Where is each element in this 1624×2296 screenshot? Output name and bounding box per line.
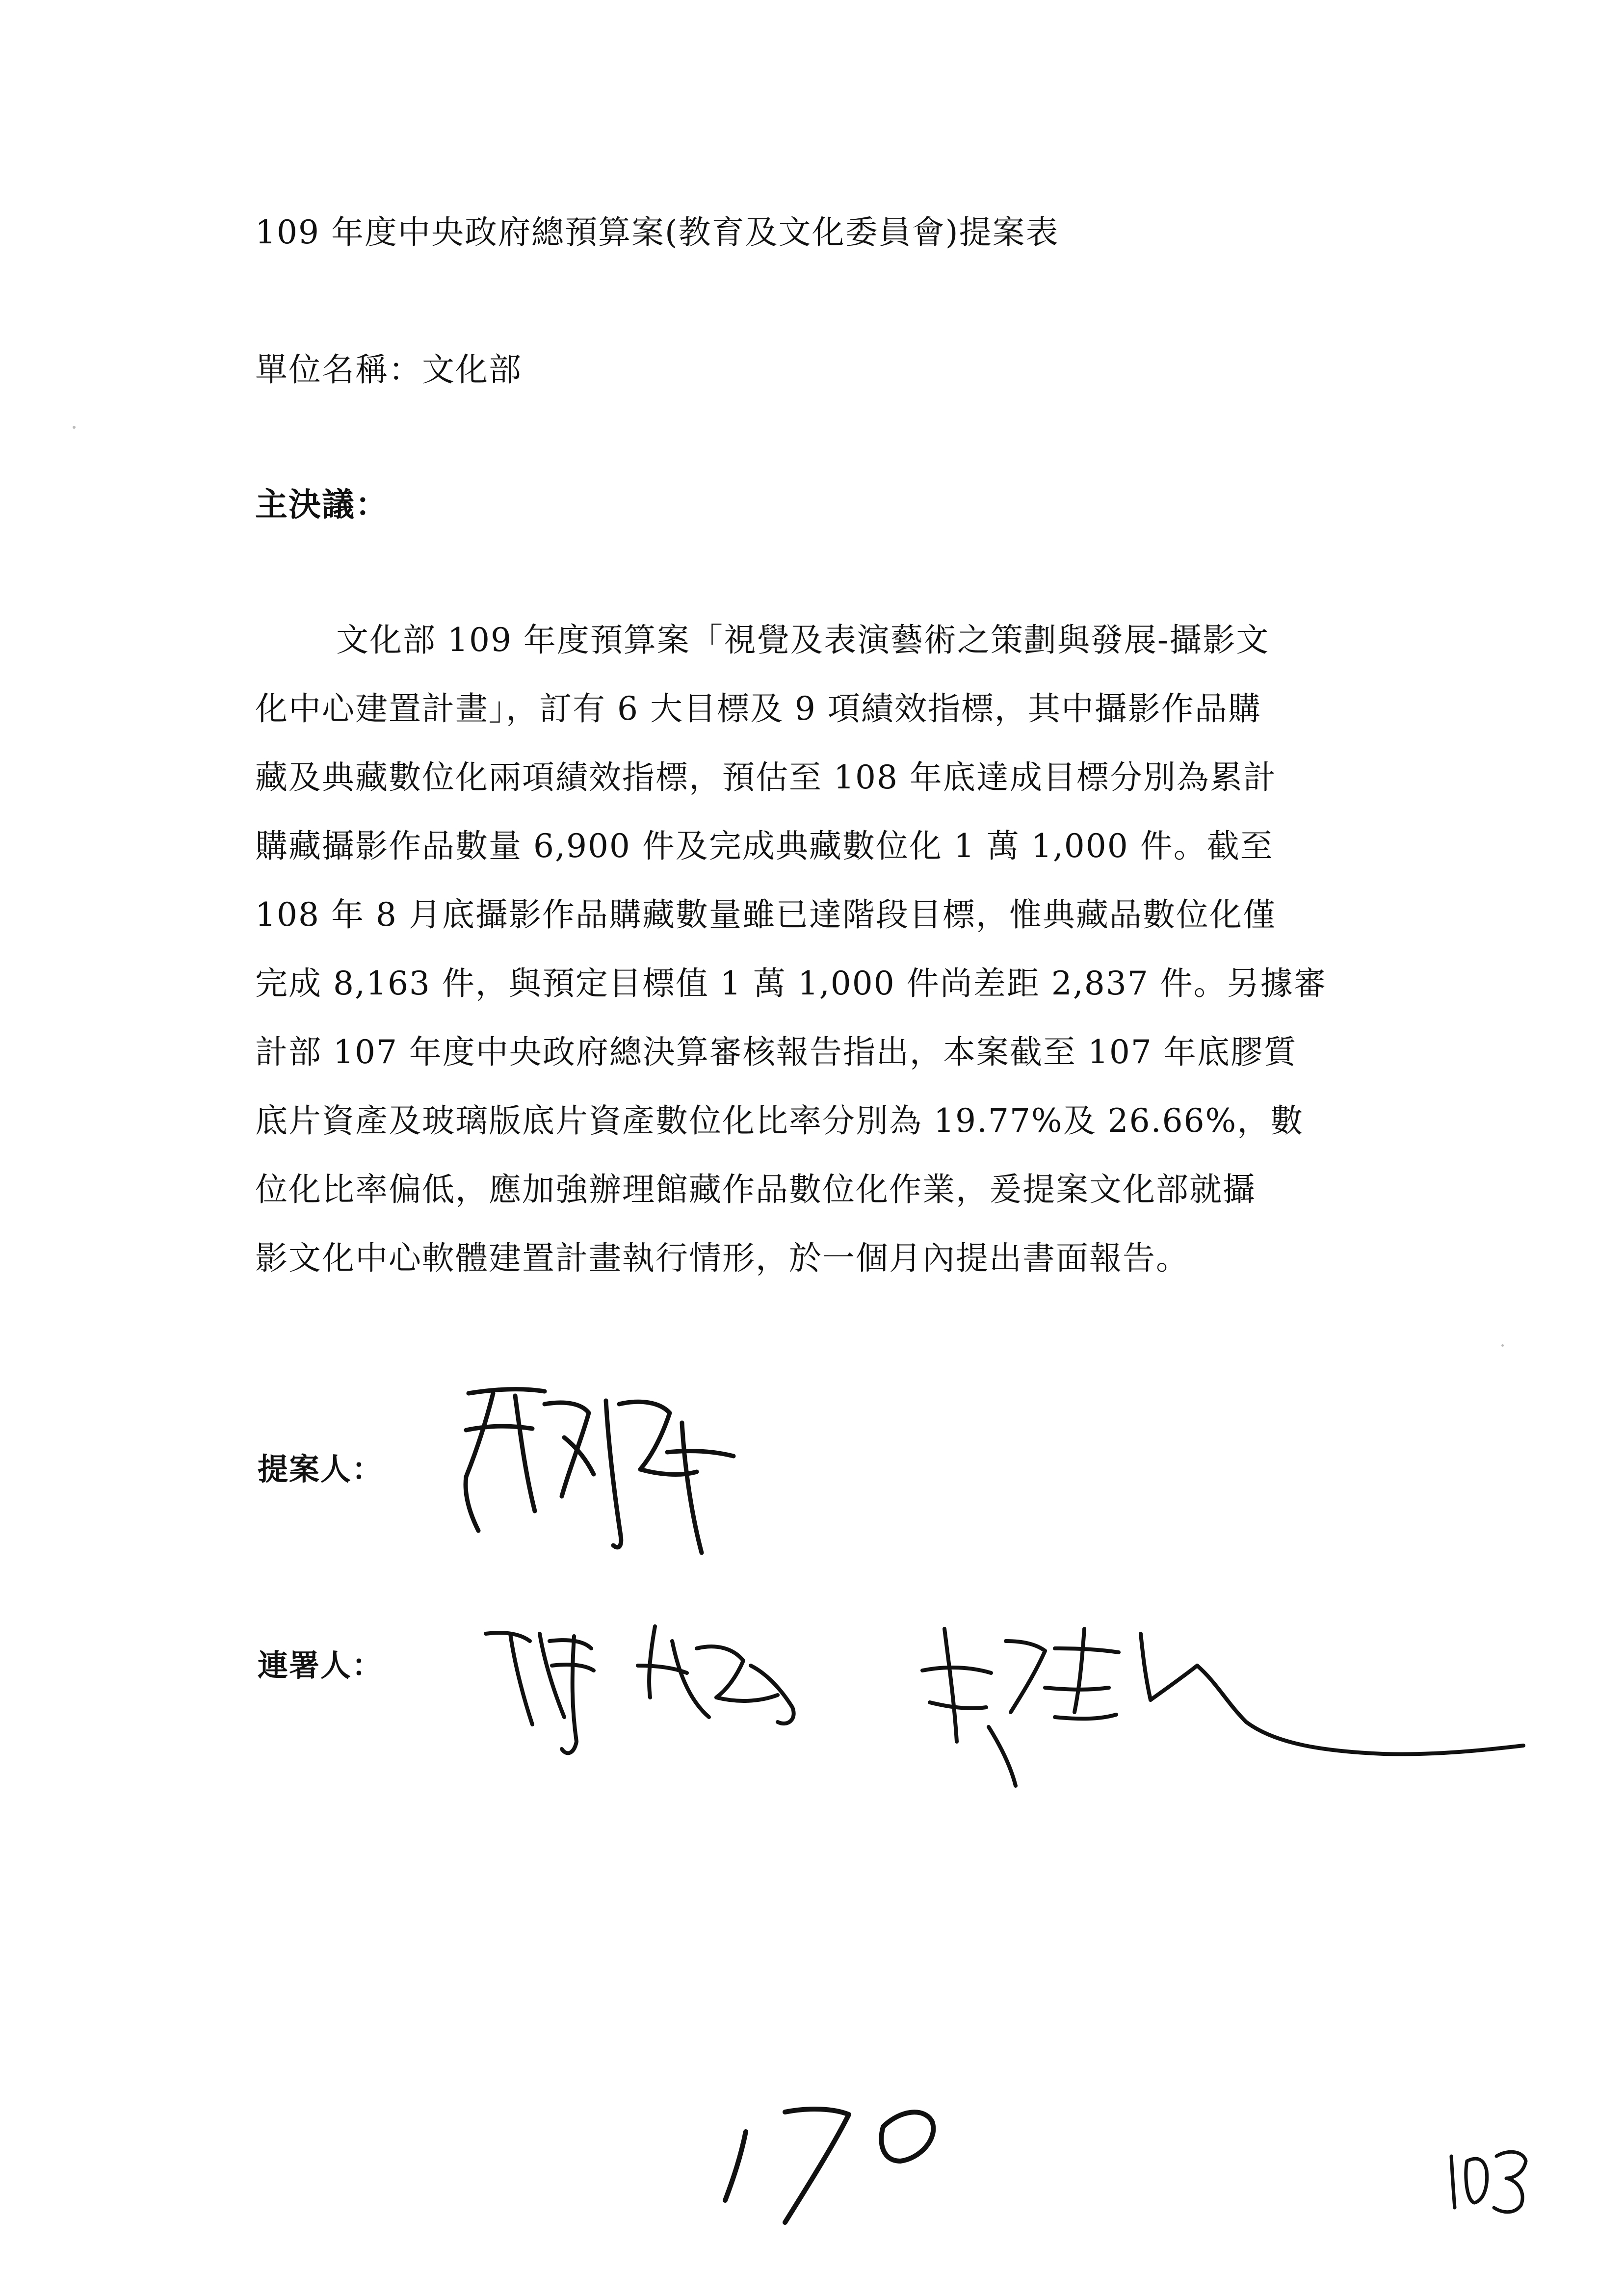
page-number-right-handwritten <box>1451 2152 1526 2212</box>
scan-speck <box>73 426 76 429</box>
body-line: 文化部 109 年度預算案「視覺及表演藝術之策劃與發展-攝影文 <box>336 621 1270 659</box>
scan-speck <box>1501 1344 1504 1347</box>
cosigner-signature-2 <box>638 1626 794 1723</box>
cosigner-signature-3 <box>922 1629 1523 1786</box>
cosigner-signature-1 <box>486 1633 594 1753</box>
body-line: 購藏攝影作品數量 6,900 件及完成典藏數位化 1 萬 1,000 件。截至 <box>255 827 1274 865</box>
body-line: 化中心建置計畫」，訂有 6 大目標及 9 項績效指標，其中攝影作品購 <box>255 690 1261 728</box>
page-number-center-handwritten <box>725 2109 933 2222</box>
body-line: 底片資產及玻璃版底片資產數位化比率分別為 19.77%及 26.66%，數 <box>255 1102 1304 1140</box>
body-line: 影文化中心軟體建置計畫執行情形，於一個月內提出書面報告。 <box>255 1239 1189 1277</box>
resolution-heading: 主決議： <box>255 485 389 523</box>
cosigner-label: 連署人： <box>258 1647 384 1683</box>
unit-name-line: 單位名稱：文化部 <box>255 351 522 389</box>
body-line: 藏及典藏數位化兩項績效指標，預估至 108 年底達成目標分別為累計 <box>255 758 1277 796</box>
document-title: 109 年度中央政府總預算案(教育及文化委員會)提案表 <box>255 213 1059 251</box>
body-line: 位化比率偏低，應加強辦理館藏作品數位化作業，爰提案文化部就攝 <box>255 1171 1256 1208</box>
body-line: 計部 107 年度中央政府總決算審核報告指出，本案截至 107 年底膠質 <box>255 1033 1297 1071</box>
body-line: 完成 8,163 件，與預定目標值 1 萬 1,000 件尚差距 2,837 件。另據審 <box>255 965 1327 1002</box>
proposer-signature <box>466 1389 733 1553</box>
proposer-label: 提案人： <box>258 1451 384 1487</box>
resolution-body <box>255 618 1384 1305</box>
body-line: 108 年 8 月底攝影作品購藏數量雖已達階段目標，惟典藏品數位化僅 <box>255 896 1276 934</box>
